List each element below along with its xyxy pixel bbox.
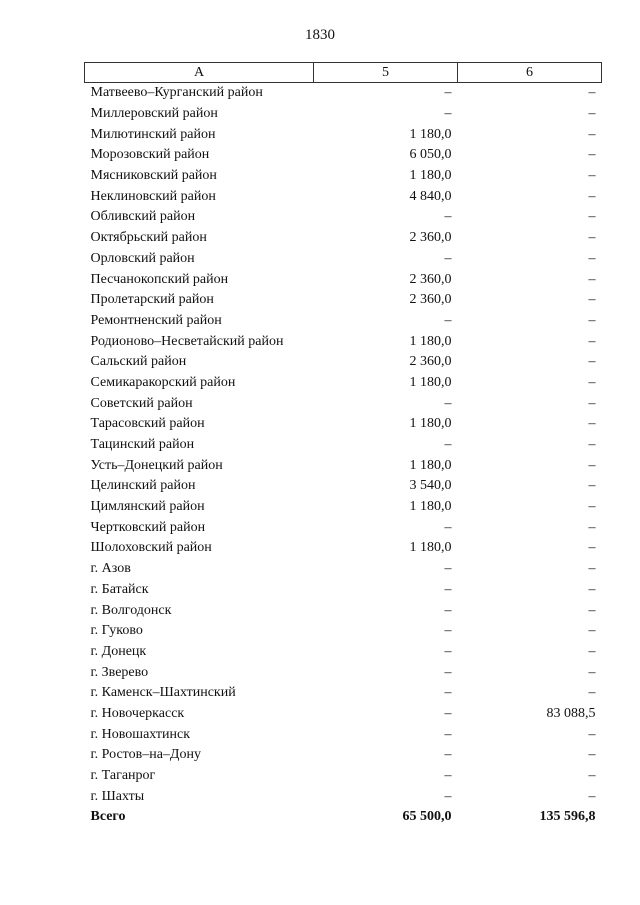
- table-row: [85, 766, 602, 787]
- row-col-6-cell: –: [588, 168, 596, 184]
- row-col-6-cell: 83 088,5: [546, 705, 596, 721]
- row-col-5-cell: –: [444, 312, 452, 328]
- table-row: [85, 393, 602, 414]
- budget-table: [84, 62, 602, 828]
- row-col-5-cell: –: [444, 581, 452, 597]
- row-col-5-cell: –: [444, 106, 452, 122]
- row-name-cell: Морозовский район: [90, 147, 210, 163]
- header-col-5: 5: [314, 63, 458, 83]
- row-col-6-cell: –: [588, 395, 596, 411]
- header-col-a: А: [85, 63, 314, 83]
- row-col-6-cell: –: [588, 147, 596, 163]
- row-col-6-cell: –: [588, 312, 596, 328]
- row-col-6-cell: –: [588, 374, 596, 390]
- row-col-5-cell: –: [444, 664, 452, 680]
- row-col-5-cell: 6 050,0: [409, 147, 452, 163]
- row-col-6-cell: –: [588, 499, 596, 515]
- table-row: [85, 104, 602, 125]
- row-col-6-cell: –: [588, 209, 596, 225]
- row-col-5-cell: 4 840,0: [409, 188, 452, 204]
- table-row: [85, 228, 602, 249]
- row-col-5-cell: 1 180,0: [409, 540, 452, 556]
- table-row: [85, 186, 602, 207]
- row-name-cell: г. Волгодонск: [90, 602, 172, 618]
- row-col-6-cell: –: [588, 188, 596, 204]
- row-col-5-cell: 1 180,0: [409, 374, 452, 390]
- table-row: [85, 497, 602, 518]
- total-label: Всего: [90, 809, 126, 825]
- row-col-5-cell: 2 360,0: [409, 271, 452, 287]
- row-name-cell: г. Зверево: [90, 664, 149, 680]
- row-col-5-cell: 2 360,0: [409, 354, 452, 370]
- table-row: [85, 600, 602, 621]
- row-name-cell: г. Новочеркасск: [90, 705, 185, 721]
- row-name-cell: Орловский район: [90, 250, 195, 266]
- row-col-5-cell: 1 180,0: [409, 126, 452, 142]
- row-name-cell: г. Ростов–на–Дону: [90, 747, 201, 763]
- row-name-cell: Пролетарский район: [90, 292, 214, 308]
- row-col-6-cell: –: [588, 561, 596, 577]
- row-col-5-cell: 1 180,0: [409, 457, 452, 473]
- table-row: [85, 580, 602, 601]
- table-row: [85, 124, 602, 145]
- row-col-6-cell: –: [588, 581, 596, 597]
- total-col-5: 65 500,0: [402, 809, 452, 825]
- row-col-6-cell: –: [588, 416, 596, 432]
- row-col-5-cell: –: [444, 788, 452, 804]
- row-col-5-cell: –: [444, 395, 452, 411]
- row-name-cell: г. Таганрог: [90, 768, 156, 784]
- table-row: [85, 145, 602, 166]
- row-col-6-cell: –: [588, 623, 596, 639]
- row-name-cell: Чертковский район: [90, 519, 206, 535]
- row-name-cell: Миллеровский район: [90, 106, 218, 122]
- row-name-cell: Цимлянский район: [90, 499, 205, 515]
- table-row: [85, 311, 602, 332]
- row-col-6-cell: –: [588, 437, 596, 453]
- table-row: [85, 662, 602, 683]
- row-col-6-cell: –: [588, 292, 596, 308]
- row-name-cell: г. Новошахтинск: [90, 726, 191, 742]
- table-row: [85, 373, 602, 394]
- table-body: [85, 83, 602, 808]
- row-name-cell: г. Гуково: [90, 623, 143, 639]
- row-name-cell: г. Батайск: [90, 581, 149, 597]
- row-name-cell: Семикаракорский район: [90, 374, 236, 390]
- table-row: [85, 745, 602, 766]
- table-row: [85, 166, 602, 187]
- row-col-5-cell: 3 540,0: [409, 478, 452, 494]
- row-col-5-cell: 1 180,0: [409, 168, 452, 184]
- total-row: [85, 807, 602, 828]
- header-col-6: 6: [458, 63, 602, 83]
- total-col-6: 135 596,8: [539, 809, 596, 825]
- row-name-cell: Октябрьский район: [90, 230, 207, 246]
- row-col-6-cell: –: [588, 747, 596, 763]
- table-row: [85, 559, 602, 580]
- table-row: [85, 724, 602, 745]
- table-row: [85, 704, 602, 725]
- row-col-5-cell: –: [444, 250, 452, 266]
- row-col-5-cell: –: [444, 643, 452, 659]
- table-row: [85, 642, 602, 663]
- row-col-6-cell: –: [588, 354, 596, 370]
- row-name-cell: Обливский район: [90, 209, 196, 225]
- row-name-cell: Тацинский район: [90, 437, 195, 453]
- row-col-5-cell: 1 180,0: [409, 333, 452, 349]
- row-name-cell: Неклиновский район: [90, 188, 216, 204]
- row-name-cell: г. Азов: [90, 561, 131, 577]
- row-col-5-cell: –: [444, 602, 452, 618]
- table-row: [85, 352, 602, 373]
- row-col-5-cell: –: [444, 623, 452, 639]
- table-row: [85, 476, 602, 497]
- row-name-cell: г. Шахты: [90, 788, 145, 804]
- table-header-row: [85, 63, 602, 83]
- row-col-6-cell: –: [588, 478, 596, 494]
- table-row: [85, 207, 602, 228]
- row-col-5-cell: –: [444, 747, 452, 763]
- table-row: [85, 414, 602, 435]
- row-name-cell: Песчанокопский район: [90, 271, 229, 287]
- row-col-5-cell: 1 180,0: [409, 416, 452, 432]
- row-name-cell: Сальский район: [90, 354, 187, 370]
- row-col-6-cell: –: [588, 106, 596, 122]
- row-col-5-cell: –: [444, 685, 452, 701]
- table-row: [85, 786, 602, 807]
- row-col-6-cell: –: [588, 271, 596, 287]
- table-row: [85, 331, 602, 352]
- row-name-cell: Мясниковский район: [90, 168, 217, 184]
- row-name-cell: Советский район: [90, 395, 193, 411]
- row-name-cell: Ремонтненский район: [90, 312, 222, 328]
- row-col-6-cell: –: [588, 664, 596, 680]
- table-row: [85, 290, 602, 311]
- row-col-5-cell: 1 180,0: [409, 499, 452, 515]
- row-col-5-cell: 2 360,0: [409, 292, 452, 308]
- table-row: [85, 621, 602, 642]
- row-col-6-cell: –: [588, 519, 596, 535]
- row-col-6-cell: –: [588, 602, 596, 618]
- row-name-cell: Милютинский район: [90, 126, 216, 142]
- table-row: [85, 683, 602, 704]
- row-col-5-cell: 2 360,0: [409, 230, 452, 246]
- table-row: [85, 455, 602, 476]
- row-col-6-cell: –: [588, 230, 596, 246]
- row-col-5-cell: –: [444, 768, 452, 784]
- row-col-5-cell: –: [444, 561, 452, 577]
- row-name-cell: Целинский район: [90, 478, 196, 494]
- row-col-5-cell: –: [444, 726, 452, 742]
- table-row: [85, 517, 602, 538]
- table-row: [85, 269, 602, 290]
- table-row: [85, 435, 602, 456]
- table-row: [85, 538, 602, 559]
- row-name-cell: Шолоховский район: [90, 540, 212, 556]
- row-col-6-cell: –: [588, 788, 596, 804]
- row-col-6-cell: –: [588, 457, 596, 473]
- row-col-6-cell: –: [588, 540, 596, 556]
- row-col-6-cell: –: [588, 85, 596, 101]
- row-col-5-cell: –: [444, 705, 452, 721]
- table-row: [85, 249, 602, 270]
- row-col-5-cell: –: [444, 437, 452, 453]
- row-col-5-cell: –: [444, 85, 452, 101]
- row-name-cell: Матвеево–Курганский район: [90, 85, 263, 101]
- row-name-cell: г. Каменск–Шахтинский: [90, 685, 236, 701]
- row-name-cell: Тарасовский район: [90, 416, 205, 432]
- row-col-5-cell: –: [444, 519, 452, 535]
- row-name-cell: Усть–Донецкий район: [90, 457, 223, 473]
- page-number: 1830: [305, 27, 335, 43]
- row-name-cell: г. Донецк: [90, 643, 147, 659]
- table-row: [85, 83, 602, 104]
- row-col-6-cell: –: [588, 333, 596, 349]
- row-col-6-cell: –: [588, 643, 596, 659]
- row-col-6-cell: –: [588, 685, 596, 701]
- row-col-6-cell: –: [588, 726, 596, 742]
- row-col-6-cell: –: [588, 126, 596, 142]
- row-col-5-cell: –: [444, 209, 452, 225]
- row-col-6-cell: –: [588, 768, 596, 784]
- row-col-6-cell: –: [588, 250, 596, 266]
- row-name-cell: Родионово–Несветайский район: [90, 333, 284, 349]
